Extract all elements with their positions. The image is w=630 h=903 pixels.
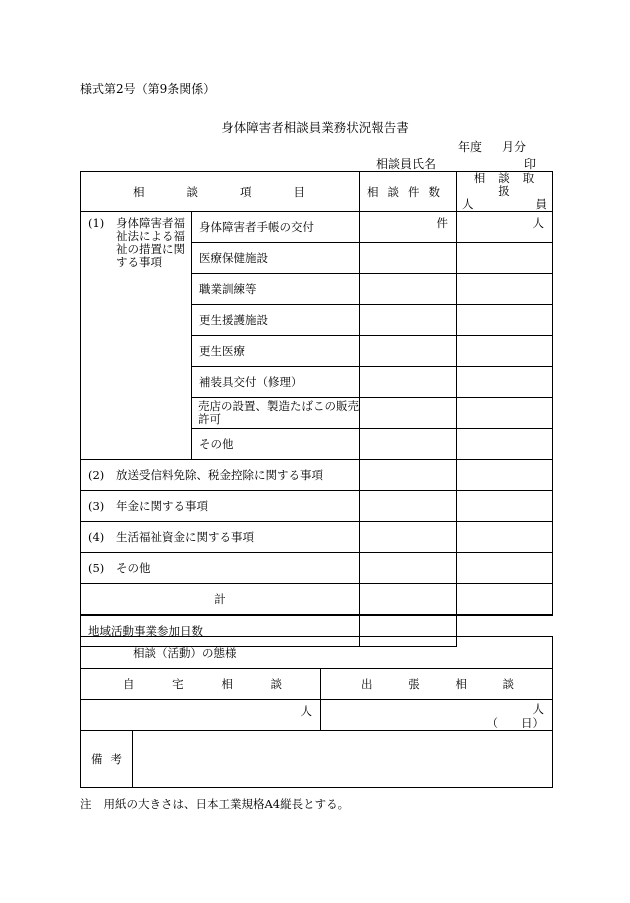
persons-cell[interactable] <box>457 491 553 522</box>
remarks-row <box>81 731 553 788</box>
persons-cell[interactable] <box>457 274 553 305</box>
count-cell[interactable] <box>360 522 457 553</box>
activity-header-row <box>81 669 553 700</box>
persons-cell[interactable] <box>457 336 553 367</box>
header-handler-line1: 相談取扱 <box>473 171 548 198</box>
persons-unit: 人 <box>532 216 544 230</box>
item-label: 更生援護施設 <box>192 305 360 336</box>
home-unit: 人 <box>300 704 312 718</box>
year-label: 年度 <box>458 140 483 154</box>
persons-cell[interactable] <box>457 212 553 243</box>
item-label: 職業訓練等 <box>192 274 360 305</box>
category-number: (3) <box>88 499 105 513</box>
staff-name-label: 相談員氏名 <box>376 157 437 171</box>
total-persons-cell[interactable] <box>457 584 553 615</box>
persons-cell[interactable] <box>457 367 553 398</box>
category-1-label: 身体障害者福祉法による福祉の措置に関する事項 <box>116 216 185 269</box>
persons-cell[interactable] <box>457 243 553 274</box>
trip-char: 談 <box>502 677 515 691</box>
category-text: 放送受信料免除、税金控除に関する事項 <box>116 468 323 482</box>
activity-title-row <box>81 637 553 669</box>
count-cell[interactable] <box>360 553 457 584</box>
table-row <box>81 212 553 243</box>
home-char: 相 <box>221 677 233 691</box>
persons-cell[interactable] <box>457 553 553 584</box>
table-row <box>81 522 553 553</box>
count-cell[interactable] <box>360 305 457 336</box>
category-number: (4) <box>88 530 105 544</box>
persons-cell[interactable] <box>457 305 553 336</box>
total-label: 計 <box>81 584 360 615</box>
item-label: 更生医療 <box>192 336 360 367</box>
item-label: その他 <box>192 429 360 460</box>
seal-label: 印 <box>524 157 537 171</box>
activity-value-row <box>81 700 553 731</box>
category-text: 年金に関する事項 <box>116 499 208 513</box>
header-handler-left: 人 <box>462 197 474 211</box>
category-2-label <box>81 460 360 491</box>
home-char: 自 <box>123 677 135 691</box>
staff-name-field <box>376 155 536 172</box>
trip-char: 相 <box>455 677 467 691</box>
header-handler-right: 員 <box>535 197 547 211</box>
home-count-cell[interactable] <box>81 700 321 731</box>
trip-char: 出 <box>361 677 373 691</box>
category-1-number: (1) <box>88 216 105 230</box>
count-cell[interactable] <box>360 491 457 522</box>
persons-cell[interactable] <box>457 460 553 491</box>
remarks-cell[interactable] <box>133 731 553 788</box>
report-table <box>80 171 553 647</box>
remarks-label <box>81 731 133 788</box>
header-handler <box>457 172 553 212</box>
total-row <box>81 584 553 615</box>
count-cell[interactable] <box>360 212 457 243</box>
trip-days: （ 日） <box>486 716 545 730</box>
form-number: 様式第2号（第9条関係） <box>80 82 216 96</box>
count-cell[interactable] <box>360 243 457 274</box>
trip-consult-header <box>321 669 553 700</box>
category-4-label <box>81 522 360 553</box>
activity-table <box>80 636 553 788</box>
header-item: 相談項目 <box>81 172 360 212</box>
month-label: 月分 <box>502 140 527 154</box>
persons-cell[interactable] <box>457 522 553 553</box>
home-char: 宅 <box>172 677 184 691</box>
count-unit: 件 <box>436 216 448 230</box>
category-1-cell <box>81 212 192 460</box>
note-prefix: 注 <box>80 797 92 811</box>
category-number: (5) <box>88 561 105 575</box>
remarks-char: 考 <box>110 752 122 766</box>
remarks-char: 備 <box>91 752 103 766</box>
category-number: (2) <box>88 468 105 482</box>
category-3-label <box>81 491 360 522</box>
category-5-label <box>81 553 360 584</box>
count-cell[interactable] <box>360 274 457 305</box>
category-text: 生活福祉資金に関する事項 <box>116 530 254 544</box>
trip-unit: 人 <box>532 702 545 716</box>
persons-cell[interactable] <box>457 429 553 460</box>
total-count-cell[interactable] <box>360 584 457 615</box>
table-header-row <box>81 172 553 212</box>
persons-cell[interactable] <box>457 398 553 429</box>
count-cell[interactable] <box>360 336 457 367</box>
item-label: 身体障害者手帳の交付 <box>192 212 360 243</box>
count-cell[interactable] <box>360 460 457 491</box>
trip-char: 張 <box>408 677 420 691</box>
count-cell[interactable] <box>360 398 457 429</box>
activity-label: 相談（活動）の態様 <box>81 637 553 669</box>
footnote <box>80 796 349 812</box>
home-char: 談 <box>270 677 282 691</box>
table-row <box>81 460 553 491</box>
trip-count-cell[interactable] <box>321 700 553 731</box>
home-consult-header <box>81 669 321 700</box>
item-label: 売店の設置、製造たばこの販売許可 <box>192 398 360 429</box>
count-cell[interactable] <box>360 429 457 460</box>
page-title: 身体障害者相談員業務状況報告書 <box>221 120 409 135</box>
table-row <box>81 553 553 584</box>
category-text: その他 <box>116 561 151 575</box>
item-label: 補装具交付（修理） <box>192 367 360 398</box>
report-period <box>458 138 526 155</box>
item-label: 医療保健施設 <box>192 243 360 274</box>
table-row <box>81 491 553 522</box>
count-cell[interactable] <box>360 367 457 398</box>
community-days-label: 地域活動事業参加日数 <box>81 615 360 647</box>
header-count: 相談件数 <box>360 172 457 212</box>
note-text: 用紙の大きさは、日本工業規格A4縦長とする。 <box>103 797 350 811</box>
